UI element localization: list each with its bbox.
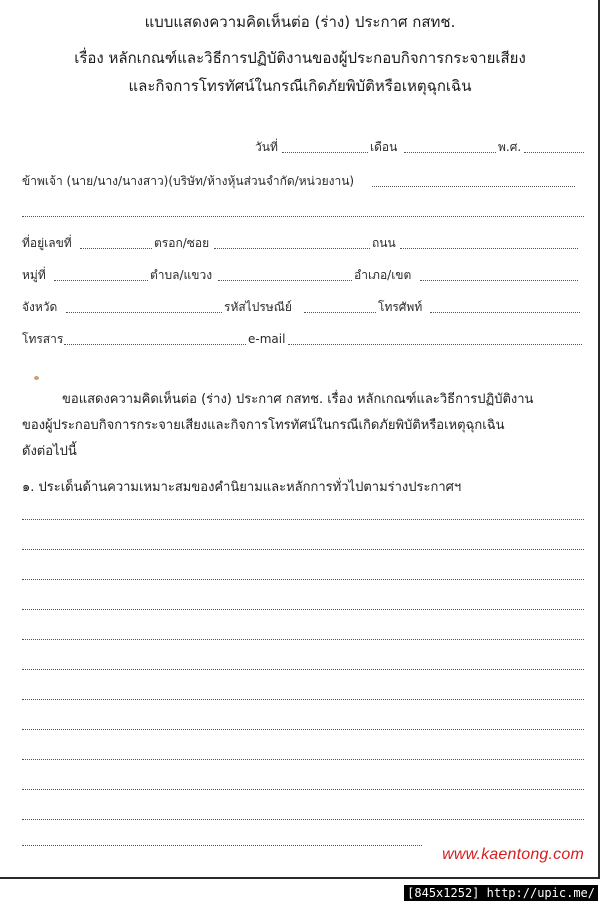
district-field[interactable] bbox=[420, 280, 578, 281]
fax-row bbox=[22, 330, 584, 348]
image-host-tag[interactable]: [845x1252] http://upic.me/ bbox=[404, 885, 598, 901]
phone-label: โทรศัพท์ bbox=[378, 300, 423, 314]
fax-label: โทรสาร bbox=[22, 332, 64, 346]
day-field[interactable] bbox=[282, 152, 368, 153]
month-field[interactable] bbox=[404, 152, 496, 153]
road-field[interactable] bbox=[400, 248, 578, 249]
village-label: หมู่ที่ bbox=[22, 268, 46, 282]
village-row bbox=[22, 266, 584, 284]
alley-field[interactable] bbox=[214, 248, 370, 249]
village-field[interactable] bbox=[54, 280, 148, 281]
house-no-field[interactable] bbox=[80, 248, 152, 249]
form-subject-line-2: และกิจการโทรทัศน์ในกรณีเกิดภัยพิบัติหรือเหตุฉุกเฉิน bbox=[128, 77, 472, 95]
form-subject-line-1: เรื่อง หลักเกณฑ์และวิธีการปฏิบัติงานของผู้ประกอบกิจการกระจายเสียง bbox=[74, 49, 526, 67]
answer-line[interactable] bbox=[22, 579, 584, 580]
day-label: วันที่ bbox=[255, 140, 278, 154]
answer-line[interactable] bbox=[22, 729, 584, 730]
house-no-label: ที่อยู่เลขที่ bbox=[22, 236, 72, 250]
phone-field[interactable] bbox=[430, 312, 580, 313]
form-title: แบบแสดงความคิดเห็นต่อ (ร่าง) ประกาศ กสทช. bbox=[144, 13, 456, 31]
province-field[interactable] bbox=[66, 312, 222, 313]
district-label: อำเภอ/เขต bbox=[354, 268, 412, 282]
postcode-field[interactable] bbox=[304, 312, 376, 313]
answer-line[interactable] bbox=[22, 819, 584, 820]
answer-line[interactable] bbox=[22, 845, 422, 846]
province-label: จังหวัด bbox=[22, 300, 58, 314]
answer-line[interactable] bbox=[22, 669, 584, 670]
answer-line[interactable] bbox=[22, 759, 584, 760]
section-1-heading: ๑. ประเด็นด้านความเหมาะสมของคำนิยามและหลักการทั่วไปตามร่างประกาศฯ bbox=[22, 480, 462, 495]
subdistrict-label: ตำบล/แขวง bbox=[150, 268, 213, 282]
province-row bbox=[22, 298, 584, 316]
name-row bbox=[22, 172, 584, 190]
answer-line[interactable] bbox=[22, 549, 584, 550]
answer-line[interactable] bbox=[22, 519, 584, 520]
email-label: e-mail bbox=[248, 332, 286, 346]
answer-line[interactable] bbox=[22, 609, 584, 610]
intro-line-1: ขอแสดงความคิดเห็นต่อ (ร่าง) ประกาศ กสทช. เรื่อง หลักเกณฑ์และวิธีการปฏิบัติงาน bbox=[62, 392, 534, 407]
answer-line[interactable] bbox=[22, 789, 584, 790]
road-label: ถนน bbox=[372, 236, 396, 250]
name-field-continuation[interactable] bbox=[22, 216, 584, 217]
name-label: ข้าพเจ้า (นาย/นาง/นางสาว)(บริษัท/ห้างหุ้นส่วนจำกัด/หน่วยงาน) bbox=[22, 174, 355, 188]
paper-speck bbox=[34, 376, 39, 380]
intro-line-3: ดังต่อไปนี้ bbox=[22, 444, 77, 459]
month-label: เดือน bbox=[370, 140, 398, 154]
name-field[interactable] bbox=[372, 186, 575, 187]
intro-line-2: ของผู้ประกอบกิจการกระจายเสียงและกิจการโทรทัศน์ในกรณีเกิดภัยพิบัติหรือเหตุฉุกเฉิน bbox=[22, 418, 505, 433]
email-field[interactable] bbox=[288, 344, 582, 345]
subdistrict-field[interactable] bbox=[218, 280, 352, 281]
year-label: พ.ศ. bbox=[498, 140, 522, 154]
answer-line[interactable] bbox=[22, 639, 584, 640]
postcode-label: รหัสไปรษณีย์ bbox=[224, 300, 292, 314]
date-row bbox=[22, 138, 584, 156]
answer-line[interactable] bbox=[22, 699, 584, 700]
year-field[interactable] bbox=[524, 152, 584, 153]
fax-field[interactable] bbox=[64, 344, 246, 345]
watermark-text: www.kaentong.com bbox=[442, 846, 584, 863]
alley-label: ตรอก/ซอย bbox=[154, 236, 210, 250]
address-row bbox=[22, 234, 584, 252]
